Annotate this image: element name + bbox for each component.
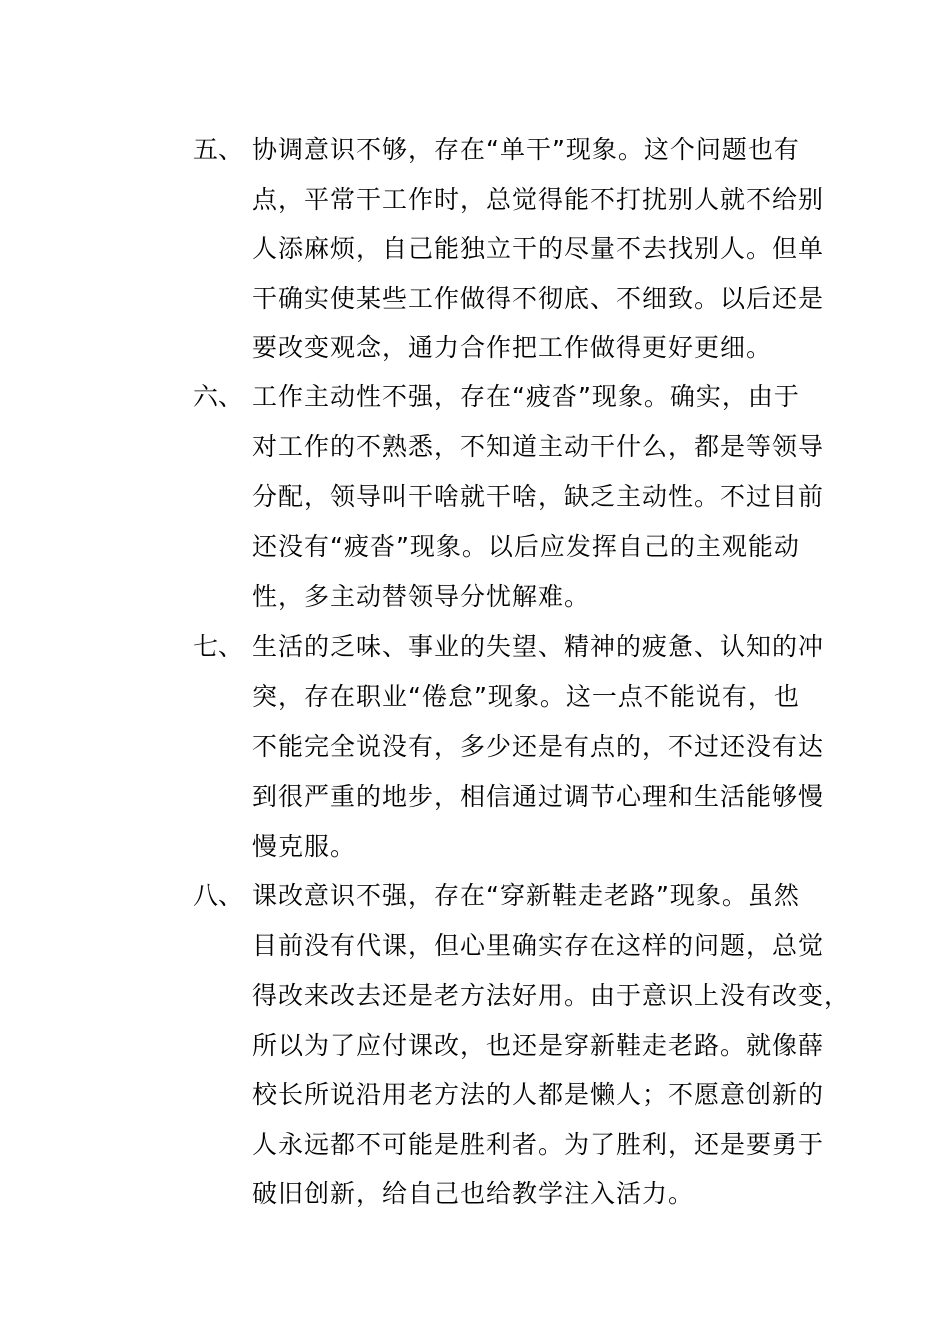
paragraph-line: 人永远都不可能是胜利者。为了胜利，还是要勇于 — [252, 1130, 825, 1159]
paragraph-line: 生活的乏味、事业的失望、精神的疲惫、认知的冲 — [252, 632, 825, 661]
paragraph-line: 校长所说沿用老方法的人都是懒人；不愿意创新的 — [252, 1080, 825, 1109]
paragraph-line: 还没有“疲沓”现象。以后应发挥自己的主观能动 — [252, 532, 800, 561]
item-number: 五、 — [193, 135, 244, 164]
paragraph-line: 性，多主动替领导分忧解难。 — [252, 582, 591, 611]
paragraph-line: 得改来改去还是老方法好用。由于意识上没有改变， — [252, 981, 851, 1010]
paragraph-line: 突，存在职业“倦怠”现象。这一点不能说有，也 — [252, 682, 800, 711]
item-number: 八、 — [193, 881, 244, 910]
paragraph-line: 分配，领导叫干啥就干啥，缺乏主动性。不过目前 — [252, 482, 825, 511]
paragraph-line: 课改意识不强，存在“穿新鞋走老路”现象。虽然 — [252, 881, 800, 910]
paragraph-line: 要改变观念，通力合作把工作做得更好更细。 — [252, 333, 773, 362]
paragraph-line: 协调意识不够，存在“单干”现象。这个问题也有 — [252, 135, 800, 164]
paragraph-line: 点，平常干工作时，总觉得能不打扰别人就不给别 — [252, 185, 825, 214]
paragraph-line: 对工作的不熟悉，不知道主动干什么，都是等领导 — [252, 432, 825, 461]
paragraph-line: 慢克服。 — [252, 832, 357, 861]
paragraph-line: 所以为了应付课改，也还是穿新鞋走老路。就像薛 — [252, 1031, 825, 1060]
paragraph-line: 破旧创新，给自己也给教学注入活力。 — [252, 1179, 695, 1208]
item-number: 六、 — [193, 382, 244, 411]
paragraph-line: 目前没有代课，但心里确实存在这样的问题，总觉 — [252, 931, 825, 960]
paragraph-line: 人添麻烦，自己能独立干的尽量不去找别人。但单 — [252, 234, 825, 263]
paragraph-line: 到很严重的地步，相信通过调节心理和生活能够慢 — [252, 782, 825, 811]
paragraph-line: 不能完全说没有，多少还是有点的，不过还没有达 — [252, 732, 825, 761]
paragraph-line: 干确实使某些工作做得不彻底、不细致。以后还是 — [252, 284, 825, 313]
item-number: 七、 — [193, 632, 244, 661]
paragraph-line: 工作主动性不强，存在“疲沓”现象。确实，由于 — [252, 382, 800, 411]
